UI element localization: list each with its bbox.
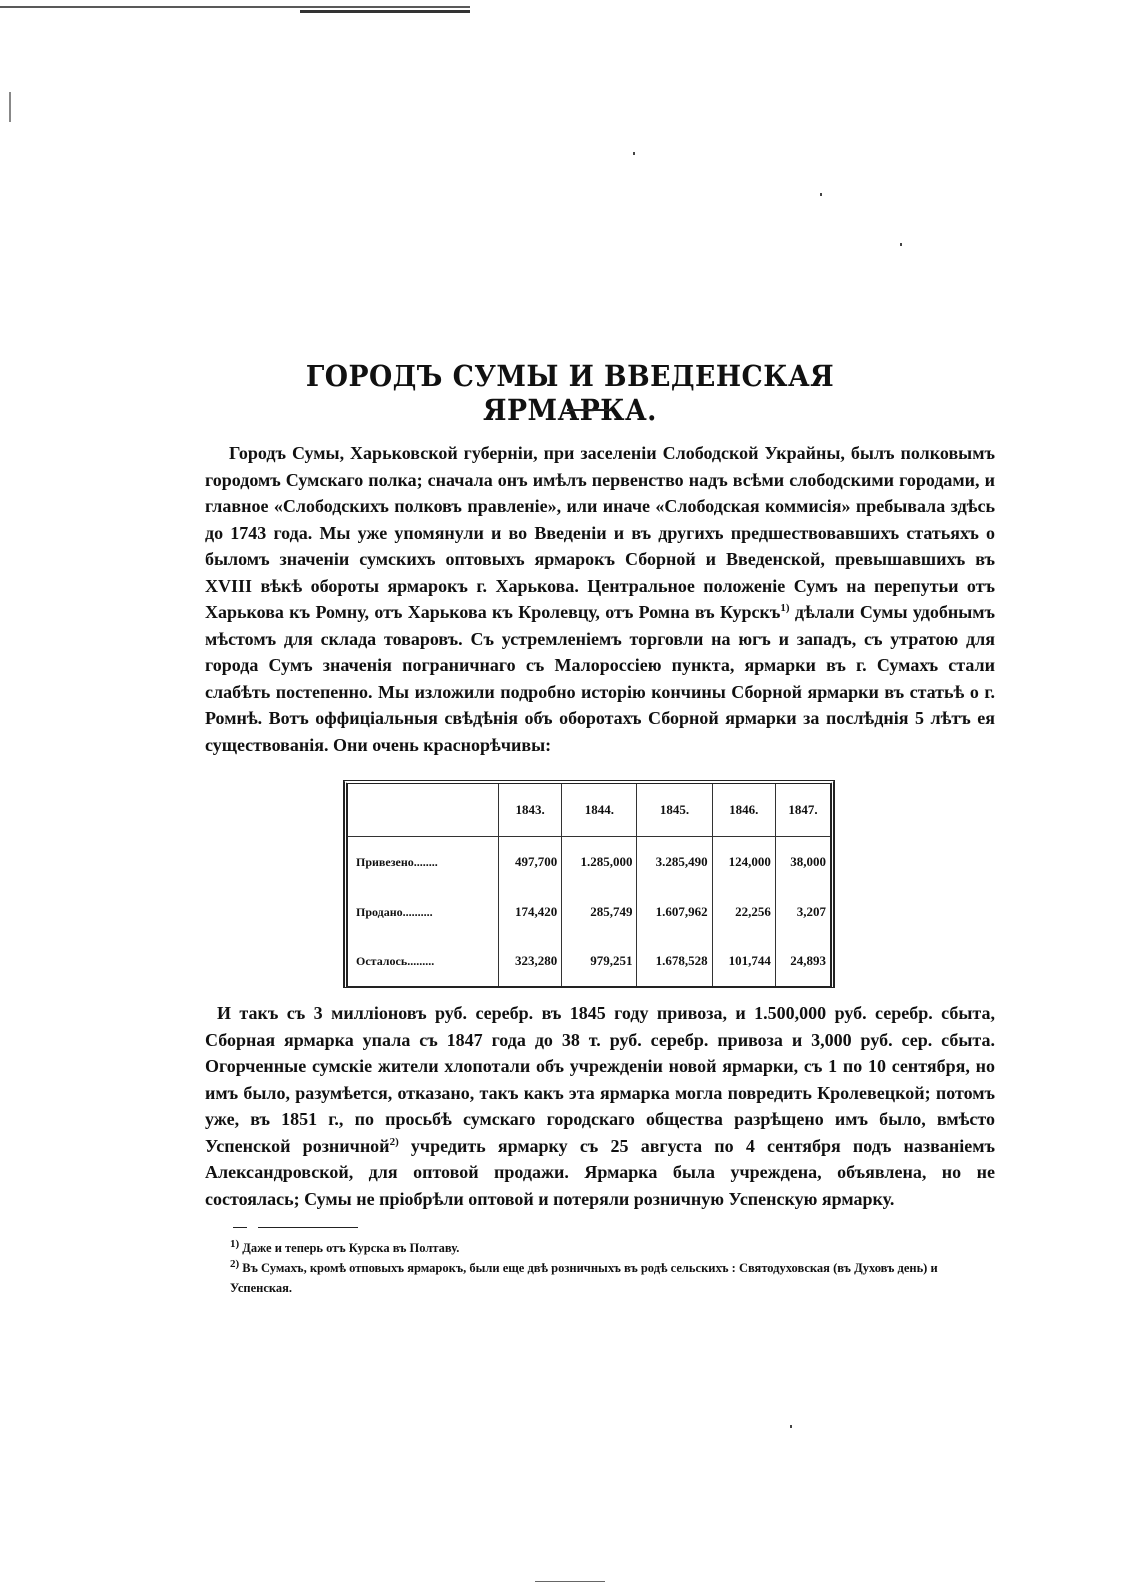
table-header-cell: [348, 784, 499, 837]
scan-artifact: [9, 92, 11, 122]
scan-speck: [820, 193, 822, 196]
table-cell: 174,420: [499, 887, 562, 936]
table-header-cell: 1844.: [562, 784, 637, 837]
footnote-ref-1[interactable]: 1): [780, 602, 790, 614]
table-cell: 24,893: [775, 937, 830, 986]
table-cell: 22,256: [712, 887, 775, 936]
table-header-cell: 1843.: [499, 784, 562, 837]
row-label: Продано..........: [356, 904, 433, 919]
footnote-mark-2: 2): [230, 1257, 240, 1270]
footnotes: [230, 1238, 995, 1298]
table-header-cell: 1847.: [775, 784, 830, 837]
table-header-cell: 1845.: [637, 784, 712, 837]
page-title: ГОРОДЪ СУМЫ И ВВЕДЕНСКАЯ ЯРМАРКА.: [305, 359, 835, 428]
footnote-1: [230, 1238, 995, 1258]
paragraph-intro-text-a: Городъ Сумы, Харьковской губерніи, при заселеніи Слободской Украйны, былъ полковымъ городомъ Сумскаго полка; сначала онъ имѣлъ первенство надъ всѣми слободскими городами, и главное «Слободскихъ полковъ правленіе», или иначе «Слободская коммисія» пребывала здѣсь до 1743 года. Мы уже упомянули и во Введеніи и въ другихъ предшествовавшихъ статьяхъ о быломъ значеніи сумскихъ оптовыхъ ярмарокъ Сборной и Введенской, превышавшихъ въ XVIII вѣкѣ обороты ярмарокъ г. Харькова. Центральное положеніе Сумъ на перепутьи отъ Харькова къ Ромну, отъ Харькова къ Кролевцу, отъ Ромна въ Курскъ: [205, 443, 995, 622]
table-cell: 38,000: [775, 837, 830, 888]
table-cell: 124,000: [712, 837, 775, 888]
table-cell: 3.285,490: [637, 837, 712, 888]
paragraph-intro-text-b: дѣлали Сумы удобнымъ мѣстомъ для склада товаровъ. Съ устремленіемъ торговли на югъ и западъ, съ утратою для города Сумъ значенія пограничнаго съ Малороссіею пункта, ярмарки въ г. Сумахъ стали слабѣть постепенно. Мы изложили подробно исторію кончины Сборной ярмарки въ статьѣ о г. Ромнѣ. Вотъ оффиціальныя свѣдѣнія объ оборотахъ Сборной ярмарки за послѣднія 5 лѣтъ ея существованія. Они очень краснорѣчивы:: [205, 602, 995, 755]
top-edge-rule: [0, 6, 470, 8]
paragraph-conclusion-text-b: учредить ярмарку съ 25 августа по 4 сентября подъ названіемъ Александровской, для оптовой продажи. Ярмарка была учреждена, объявлена, но не состоялась; Сумы не пріобрѣли оптовой и потеряли розничную Успенскую ярмарку.: [205, 1135, 995, 1209]
scan-speck: [900, 243, 902, 246]
table-cell: 1.607,962: [637, 887, 712, 936]
row-label: Привезено........: [356, 854, 438, 869]
row-label: Осталось.........: [356, 953, 435, 968]
scan-speck: [633, 152, 635, 155]
paragraph-conclusion-text-a: И такъ съ 3 милліоновъ руб. серебр. въ 1845 году привоза, и 1.500,000 руб. серебр. сбыта, Сборная ярмарка упала съ 1847 года до 38 т. руб. серебр. привоза и 3,000 руб. сер. сбыта. Огорченные сумскіе жители хлопотали объ учрежденіи новой ярмарки, съ 1 по 10 сентября, но имъ было, разумѣется, отказано, такъ какъ эта ярмарка могла повредить Кролевецкой; потомъ уже, въ 1851 г., по просьбѣ сумскаго городскаго общества разрѣшено имъ было, вмѣсто Успенской розничной: [205, 1003, 995, 1156]
table-cell: 497,700: [499, 837, 562, 888]
title-divider: [567, 409, 611, 411]
table-cell: 1.285,000: [562, 837, 637, 888]
table-cell: 1.678,528: [637, 937, 712, 986]
paragraph-conclusion: [205, 1000, 995, 1212]
table-cell: 101,744: [712, 937, 775, 986]
scan-speck: [790, 1425, 792, 1428]
footnote-separator-dash: [233, 1227, 247, 1228]
table-cell: 323,280: [499, 937, 562, 986]
footnote-mark-1: 1): [230, 1237, 240, 1250]
table-row: [348, 887, 830, 936]
paragraph-intro: [205, 440, 995, 758]
table-row: [348, 837, 830, 888]
bottom-edge-rule: [535, 1581, 605, 1582]
table-header-cell: 1846.: [712, 784, 775, 837]
top-edge-rule-thick: [300, 10, 470, 13]
footnote-separator: [258, 1227, 358, 1228]
table-cell: 285,749: [562, 887, 637, 936]
table-header-row: [348, 784, 830, 837]
footnote-text-2: Въ Сумахъ, кромѣ отповыхъ ярмарокъ, были еще двѣ розничныхъ въ родѣ сельскихъ : Святодуховская (въ Духовъ день) и Успенская.: [230, 1261, 938, 1295]
fair-turnover-table: [343, 780, 835, 988]
footnote-text-1: Даже и теперь отъ Курска въ Полтаву.: [239, 1241, 460, 1255]
fair-turnover-grid: [348, 784, 830, 986]
footnote-ref-2[interactable]: 2): [389, 1135, 399, 1148]
table-cell: 979,251: [562, 937, 637, 986]
table-cell: 3,207: [775, 887, 830, 936]
footnote-2: [230, 1258, 995, 1298]
table-row: [348, 937, 830, 986]
